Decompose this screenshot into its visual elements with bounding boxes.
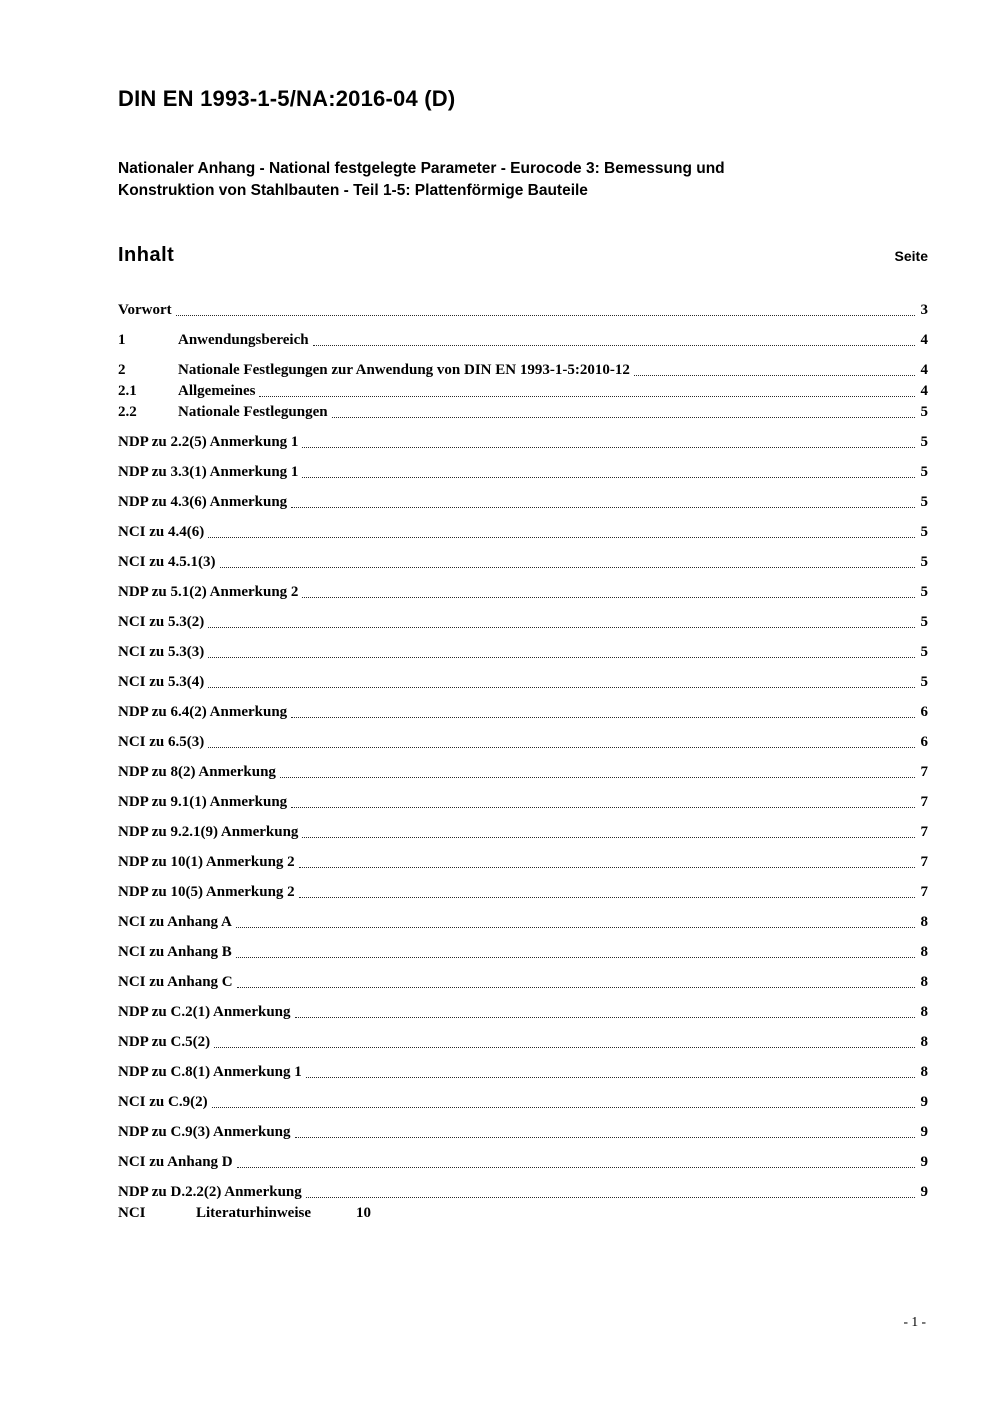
- toc-leader-dots: [208, 657, 915, 658]
- toc-entry-label: NDP zu 3.3(1) Anmerkung 1: [118, 464, 299, 480]
- toc-entry: [118, 1093, 928, 1112]
- toc-entry: [118, 361, 928, 380]
- toc-entry: [118, 523, 928, 542]
- toc-entry: [118, 763, 928, 782]
- toc-entry-page: 5: [920, 644, 928, 660]
- toc-entry-page: 8: [920, 944, 928, 960]
- toc-entry: [118, 403, 928, 422]
- toc-entry-label: NCI zu 5.3(2): [118, 614, 205, 630]
- toc-entry-page: 4: [920, 362, 928, 378]
- toc-entry-label: NDP zu 8(2) Anmerkung: [118, 764, 276, 780]
- toc-leader-dots: [220, 567, 916, 568]
- toc-entry-page: 7: [920, 794, 928, 810]
- toc-entry-label: NCI zu Anhang C: [118, 974, 233, 990]
- toc-entry: [118, 913, 928, 932]
- document-page: [118, 0, 928, 1223]
- toc-entry-page: 7: [920, 824, 928, 840]
- toc-entry-page: 5: [920, 524, 928, 540]
- toc-entry: [118, 883, 928, 902]
- toc-entry-label: Nationale Festlegungen: [178, 404, 328, 420]
- toc-entry-number: 1: [118, 332, 126, 348]
- toc-entry-page: 5: [920, 674, 928, 690]
- toc-entry: [118, 1123, 928, 1142]
- toc-leader-dots: [208, 627, 915, 628]
- toc-entry: [118, 1003, 928, 1022]
- toc-entry-label: NCI zu C.9(2): [118, 1094, 208, 1110]
- document-subtitle: [118, 158, 928, 202]
- toc-leader-dots: [291, 717, 915, 718]
- toc-entry-label: NCI zu 6.5(3): [118, 734, 205, 750]
- toc-leader-dots: [302, 837, 915, 838]
- toc-leader-dots: [291, 507, 915, 508]
- toc-entry-label: NDP zu C.2(1) Anmerkung: [118, 1004, 291, 1020]
- toc-entry-page: 9: [920, 1184, 928, 1200]
- toc-entry-label: NDP zu 9.2.1(9) Anmerkung: [118, 824, 299, 840]
- toc-entry: [118, 823, 928, 842]
- toc-entry: [118, 1153, 928, 1172]
- toc-entry-label: NCI zu 5.3(3): [118, 644, 205, 660]
- toc-leader-dots: [332, 417, 915, 418]
- toc-entry-label: NDP zu C.8(1) Anmerkung 1: [118, 1064, 302, 1080]
- toc-entry-page: 8: [920, 1004, 928, 1020]
- toc-entry: [118, 733, 928, 752]
- toc-entry-page: 7: [920, 884, 928, 900]
- toc-leader-dots: [295, 1137, 915, 1138]
- toc-leader-dots: [237, 987, 915, 988]
- toc-leader-dots: [302, 477, 915, 478]
- toc-entry-page: 5: [920, 554, 928, 570]
- toc-entry-label: NDP zu C.5(2): [118, 1034, 211, 1050]
- toc-entry-page: 5: [920, 464, 928, 480]
- toc-entry-label: Anwendungsbereich: [178, 332, 309, 348]
- toc-leader-dots: [291, 807, 915, 808]
- toc-entry-page: 8: [920, 914, 928, 930]
- toc-leader-dots: [306, 1197, 915, 1198]
- toc-entry-page: 8: [920, 974, 928, 990]
- toc-entry: [118, 583, 928, 602]
- toc-leader-dots: [208, 747, 915, 748]
- toc-entry-label: NDP zu 9.1(1) Anmerkung: [118, 794, 288, 810]
- toc-leader-dots: [302, 447, 915, 448]
- toc-leader-dots: [208, 687, 915, 688]
- toc-leader-dots: [280, 777, 915, 778]
- toc-entry: [118, 703, 928, 722]
- toc-entry-label: NDP zu C.9(3) Anmerkung: [118, 1124, 291, 1140]
- toc-entry: [118, 301, 928, 320]
- toc-entry-page: 9: [920, 1124, 928, 1140]
- toc-entry-label: NDP zu 10(5) Anmerkung 2: [118, 884, 295, 900]
- toc-entry: [118, 382, 928, 401]
- toc-leader-dots: [236, 957, 915, 958]
- document-title: DIN EN 1993-1-5/NA:2016-04 (D): [118, 86, 456, 111]
- toc-entry-number: 2.2: [118, 404, 137, 420]
- toc-leader-dots: [295, 1017, 915, 1018]
- toc-heading: Inhalt: [118, 244, 175, 266]
- toc-entry-page: 8: [920, 1034, 928, 1050]
- toc-entry-page: 3: [920, 302, 928, 318]
- toc-entry-label: NDP zu 2.2(5) Anmerkung 1: [118, 434, 299, 450]
- toc-entry: [118, 1204, 928, 1223]
- page-number-footer: - 1 -: [903, 1314, 926, 1329]
- document-subtitle-line-2: Konstruktion von Stahlbauten - Teil 1-5: Plattenförmige Bauteile: [118, 182, 588, 199]
- toc-entry: [118, 853, 928, 872]
- toc-entry-label: NCI zu 4.4(6): [118, 524, 205, 540]
- toc-entry: [118, 331, 928, 350]
- toc-entry-page: 5: [920, 494, 928, 510]
- toc-entry-page: 5: [920, 614, 928, 630]
- toc-entry: [118, 1183, 928, 1202]
- toc-entry-label: NDP zu 5.1(2) Anmerkung 2: [118, 584, 299, 600]
- toc-entry-page: 7: [920, 854, 928, 870]
- document-subtitle-line-1: Nationaler Anhang - National festgelegte Parameter - Eurocode 3: Bemessung und: [118, 160, 725, 177]
- toc-entry-number: 2.1: [118, 383, 137, 399]
- toc-leader-dots: [208, 537, 915, 538]
- toc-entry-label: NCI zu 4.5.1(3): [118, 554, 216, 570]
- toc-entry-label: Nationale Festlegungen zur Anwendung von DIN EN 1993-1-5:2010-12: [178, 362, 630, 378]
- toc-entry-page: 5: [920, 404, 928, 420]
- toc-entry: [118, 613, 928, 632]
- toc-entry: [118, 1033, 928, 1052]
- toc-entry-label: NDP zu 10(1) Anmerkung 2: [118, 854, 295, 870]
- toc-entry-label: Allgemeines: [178, 383, 256, 399]
- toc-entry: [118, 1063, 928, 1082]
- toc-entry: [118, 943, 928, 962]
- toc-entry-page: 9: [920, 1154, 928, 1170]
- toc-leader-dots: [236, 927, 915, 928]
- toc-leader-dots: [302, 597, 915, 598]
- toc-entry-number: NCI: [118, 1205, 146, 1221]
- toc-entry: [118, 433, 928, 452]
- toc-entry-label: NCI zu Anhang D: [118, 1154, 233, 1170]
- toc-entry-label: NDP zu 6.4(2) Anmerkung: [118, 704, 288, 720]
- toc-leader-dots: [306, 1077, 915, 1078]
- toc-entry-label: Literaturhinweise: [196, 1205, 311, 1221]
- toc-leader-dots: [237, 1167, 915, 1168]
- toc-entry: [118, 643, 928, 662]
- toc-leader-dots: [259, 396, 915, 397]
- toc-leader-dots: [299, 867, 915, 868]
- toc-entry: [118, 793, 928, 812]
- toc-entry: [118, 673, 928, 692]
- toc-entry-page: 10: [356, 1205, 371, 1221]
- toc-entry-number: 2: [118, 362, 126, 378]
- toc-entry-page: 5: [920, 434, 928, 450]
- toc-entry-label: Vorwort: [118, 302, 172, 318]
- toc-entry: [118, 553, 928, 572]
- toc-entry-label: NCI zu Anhang A: [118, 914, 232, 930]
- toc-entry-label: NCI zu 5.3(4): [118, 674, 205, 690]
- toc-entry-label: NCI zu Anhang B: [118, 944, 232, 960]
- toc-entry: [118, 973, 928, 992]
- toc-leader-dots: [212, 1107, 915, 1108]
- toc-entry-page: 9: [920, 1094, 928, 1110]
- toc-entry: [118, 493, 928, 512]
- toc-entry-page: 6: [920, 734, 928, 750]
- toc-entry-page: 7: [920, 764, 928, 780]
- toc-leader-dots: [313, 345, 915, 346]
- table-of-contents: [118, 301, 928, 1223]
- toc-entry-page: 8: [920, 1064, 928, 1080]
- toc-entry-page: 4: [920, 332, 928, 348]
- toc-entry-page: 6: [920, 704, 928, 720]
- toc-leader-dots: [299, 897, 915, 898]
- toc-entry-page: 5: [920, 584, 928, 600]
- toc-entry-label: NDP zu 4.3(6) Anmerkung: [118, 494, 288, 510]
- toc-entry-label: NDP zu D.2.2(2) Anmerkung: [118, 1184, 302, 1200]
- toc-leader-dots: [214, 1047, 915, 1048]
- toc-entry-page: 4: [920, 383, 928, 399]
- toc-page-column-label: Seite: [894, 248, 928, 264]
- toc-header-row: [118, 244, 928, 267]
- toc-entry: [118, 463, 928, 482]
- toc-leader-dots: [176, 315, 915, 316]
- toc-leader-dots: [634, 375, 915, 376]
